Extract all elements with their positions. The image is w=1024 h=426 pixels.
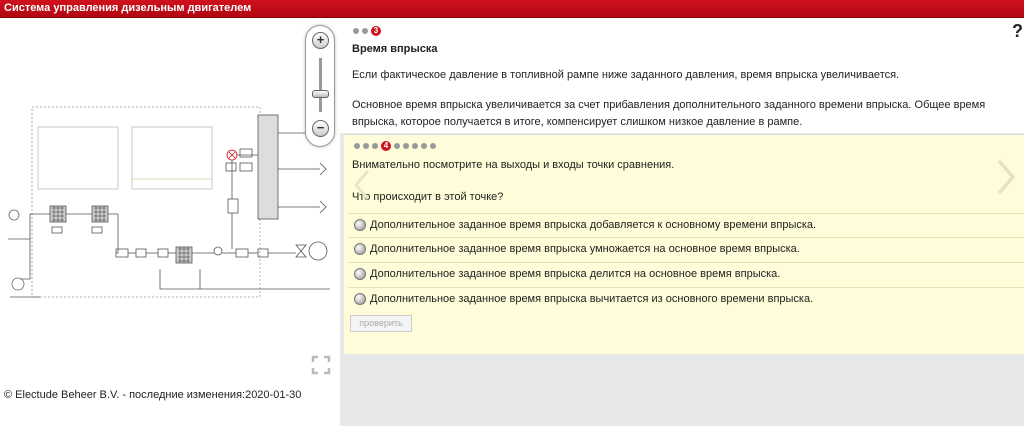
answer-option[interactable] (348, 262, 1024, 285)
progress-dot[interactable] (353, 28, 359, 34)
step-4-progress (354, 140, 439, 150)
answer-option-label[interactable]: Дополнительное заданное время впрыска умножается на основное время впрыска. (370, 243, 800, 255)
zoom-slider-handle[interactable] (312, 90, 329, 98)
progress-dot[interactable] (354, 143, 360, 149)
progress-dot[interactable] (394, 143, 400, 149)
radio-icon[interactable] (354, 219, 366, 231)
progress-dot[interactable] (372, 143, 378, 149)
step-3-progress (353, 25, 384, 35)
instruction-text: Внимательно посмотрите на выходы и входы точки сравнения. (352, 159, 675, 171)
next-arrow-icon[interactable] (996, 159, 1016, 195)
answer-option[interactable] (348, 237, 1024, 260)
prev-arrow-icon[interactable] (354, 169, 370, 201)
progress-dot[interactable] (421, 143, 427, 149)
step-3-paragraph-1: Если фактическое давление в топливной рампе ниже заданного давления, время впрыска увеличивается. (352, 69, 900, 81)
radio-icon[interactable] (354, 243, 366, 255)
step-3-paragraph-2: Основное время впрыска увеличивается за счет прибавления дополнительного заданного времени впрыска. Общее время впрыска, которое получается в итоге, компенсирует слишком низкое давление в рампе. (352, 99, 986, 128)
zoom-track[interactable] (319, 58, 322, 112)
zoom-in-icon[interactable]: + (312, 32, 329, 49)
step-3-panel (340, 19, 1024, 133)
step-4-panel (344, 134, 1024, 354)
section-title: Время впрыска (352, 43, 438, 55)
fullscreen-icon[interactable] (311, 355, 331, 375)
progress-dot[interactable] (412, 143, 418, 149)
zoom-control (305, 25, 335, 147)
progress-dot[interactable] (363, 143, 369, 149)
answer-option-label[interactable]: Дополнительное заданное время впрыска вычитается из основного времени впрыска. (370, 293, 814, 305)
question-text: Что происходит в этой точке? (352, 191, 504, 203)
progress-dot[interactable] (430, 143, 436, 149)
answer-option[interactable] (348, 287, 1024, 310)
zoom-out-icon[interactable]: − (312, 120, 329, 137)
progress-dot-current: 3 (371, 26, 381, 36)
progress-dot-current: 4 (381, 141, 391, 151)
answer-option-label[interactable]: Дополнительное заданное время впрыска делится на основное время впрыска. (370, 268, 781, 280)
content-pane (340, 19, 1024, 426)
app-title: Система управления дизельным двигателем (4, 2, 252, 14)
help-icon[interactable]: ? (1012, 21, 1023, 41)
radio-icon[interactable] (354, 293, 366, 305)
check-button[interactable]: проверить (350, 315, 412, 332)
engine-control-diagram[interactable] (0, 99, 340, 319)
answer-option-label[interactable]: Дополнительное заданное время впрыска добавляется к основному времени впрыска. (370, 219, 817, 231)
progress-dot[interactable] (403, 143, 409, 149)
copyright-text: © Electude Beheer B.V. - последние изменения:2020-01-30 (4, 389, 302, 401)
progress-dot[interactable] (362, 28, 368, 34)
radio-icon[interactable] (354, 268, 366, 280)
diagram-pane[interactable] (0, 19, 340, 426)
app-titlebar (0, 0, 1024, 18)
answer-option[interactable] (348, 213, 1024, 236)
